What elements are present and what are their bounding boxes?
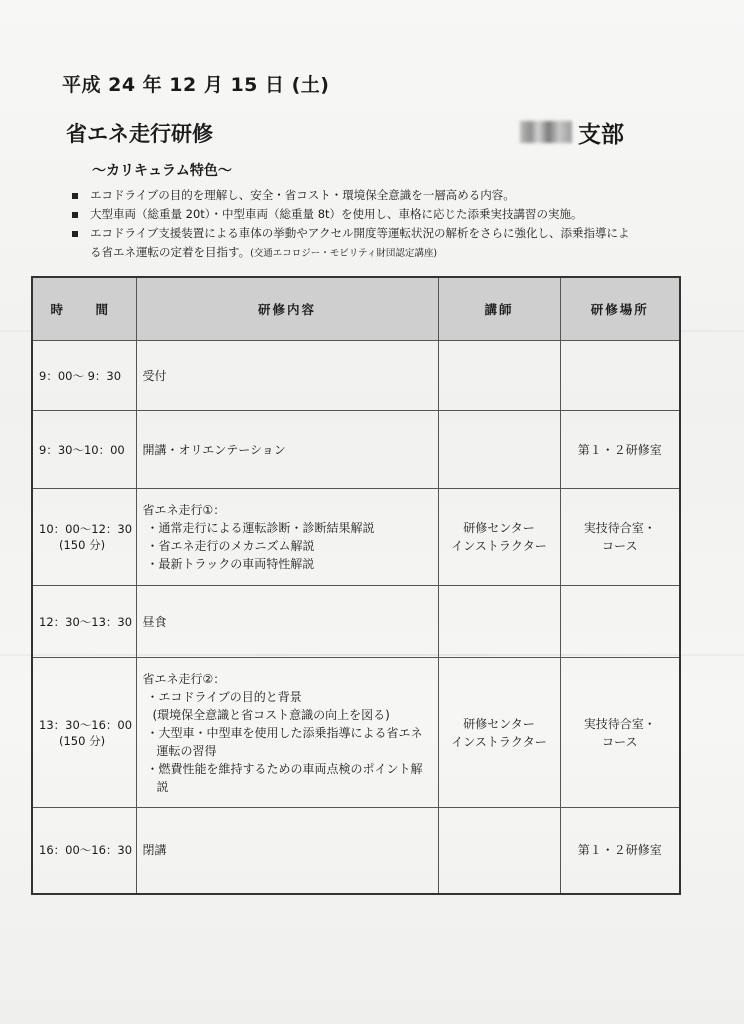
session-title: 省エネ走行②： <box>142 671 226 686</box>
feature-item <box>70 186 720 205</box>
feature-text-continued <box>90 243 720 263</box>
time-range: 16：00〜16：30 <box>39 843 133 858</box>
feature-text: 大型車両（総重量 20t）・中型車両（総重量 8t）を使用し、車格に応じた添乗実技講習の実施。 <box>90 207 583 221</box>
table-row <box>32 489 680 586</box>
content-cell <box>136 658 438 808</box>
certification-note: (交通エコロジー・モビリティ財団認定講座) <box>250 248 438 259</box>
feature-item <box>70 205 720 224</box>
training-date: 平成 24 年 12 月 15 日 (土) <box>62 74 330 96</box>
time-cell <box>32 586 136 658</box>
time-cell <box>32 411 136 489</box>
time-range: 10：00〜12：30 <box>39 522 133 536</box>
time-cell <box>32 489 136 586</box>
instructor-text: インストラクター <box>451 539 547 553</box>
session-title: 省エネ走行①： <box>142 503 226 517</box>
session-title: 受付 <box>142 368 167 383</box>
instructor-cell <box>438 489 560 586</box>
square-bullet-icon <box>72 231 78 237</box>
feature-list <box>70 186 720 263</box>
table-header-row <box>32 277 680 341</box>
duration: (150 分) <box>59 538 106 552</box>
time-range: 9：00〜 9：30 <box>39 368 122 383</box>
branch-block <box>520 116 624 148</box>
time-range: 13：30〜16：00 <box>39 717 133 732</box>
session-item: ・エコドライブの目的と背景 <box>146 689 302 704</box>
instructor-cell <box>438 586 560 658</box>
feature-item <box>70 224 720 263</box>
schedule-table <box>31 276 681 895</box>
branch-label: 支部 <box>578 121 624 148</box>
instructor-text: 研修センター <box>463 716 535 731</box>
feature-text-cont: る省エネ運転の定着を目指す。 <box>90 245 251 259</box>
column-header-place: 研修場所 <box>560 277 680 341</box>
place-text: 実技待合室・ <box>583 716 656 731</box>
table-row <box>32 586 680 658</box>
content-cell <box>136 586 438 658</box>
place-cell <box>560 658 680 808</box>
column-header-instructor: 講師 <box>438 277 560 341</box>
place-text: 第１・２研修室 <box>577 442 662 457</box>
place-text: コース <box>602 734 638 749</box>
document-title: 省エネ走行研修 <box>66 122 213 146</box>
session-item: ・燃費性能を維持するための車両点検のポイント解説 <box>146 761 423 794</box>
table-row <box>32 341 680 411</box>
session-item: ・大型車・中型車を使用した添乗指導による省エネ運転の習得 <box>146 725 423 758</box>
curriculum-subtitle: 〜カリキュラム特色〜 <box>92 163 232 179</box>
content-cell <box>136 411 438 489</box>
place-text: 実技待合室・ <box>583 521 656 535</box>
instructor-cell <box>438 808 560 894</box>
instructor-cell <box>438 341 560 411</box>
place-cell <box>560 586 680 658</box>
session-item: ・最新トラックの車両特性解説 <box>146 557 315 571</box>
place-cell <box>560 341 680 411</box>
column-header-time: 時 間 <box>32 277 136 341</box>
session-title: 開講・オリエンテーション <box>142 442 286 457</box>
time-range: 9：30〜10：00 <box>39 442 125 457</box>
place-text: 第１・２研修室 <box>577 843 662 858</box>
table-row <box>32 658 680 808</box>
session-item-note: (環境保全意識と省コスト意識の向上を図る) <box>152 707 390 722</box>
redacted-branch-name <box>520 121 572 143</box>
instructor-cell <box>438 658 560 808</box>
place-cell <box>560 489 680 586</box>
session-item: ・省エネ走行のメカニズム解説 <box>146 539 315 553</box>
table-row <box>32 808 680 894</box>
feature-text: エコドライブ支援装置による車体の挙動やアクセル開度等運転状況の解析をさらに強化し、添乗指導によ <box>90 226 630 240</box>
square-bullet-icon <box>72 193 78 199</box>
time-range: 12：30〜13：30 <box>39 614 133 629</box>
place-cell <box>560 808 680 894</box>
column-header-content: 研修内容 <box>136 277 438 341</box>
table-row <box>32 411 680 489</box>
time-cell <box>32 341 136 411</box>
instructor-text: 研修センター <box>463 521 535 535</box>
square-bullet-icon <box>72 212 78 218</box>
session-title: 閉講 <box>142 843 167 858</box>
instructor-text: インストラクター <box>451 734 547 749</box>
place-cell <box>560 411 680 489</box>
content-cell <box>136 808 438 894</box>
content-cell <box>136 489 438 586</box>
place-text: コース <box>602 539 638 553</box>
feature-text: エコドライブの目的を理解し、安全・省コスト・環境保全意識を一層高める内容。 <box>90 188 515 202</box>
session-item: ・通常走行による運転診断・診断結果解説 <box>146 521 375 535</box>
time-cell <box>32 808 136 894</box>
content-cell <box>136 341 438 411</box>
duration: (150 分) <box>59 733 106 748</box>
time-cell <box>32 658 136 808</box>
instructor-cell <box>438 411 560 489</box>
session-title: 昼食 <box>142 614 167 629</box>
